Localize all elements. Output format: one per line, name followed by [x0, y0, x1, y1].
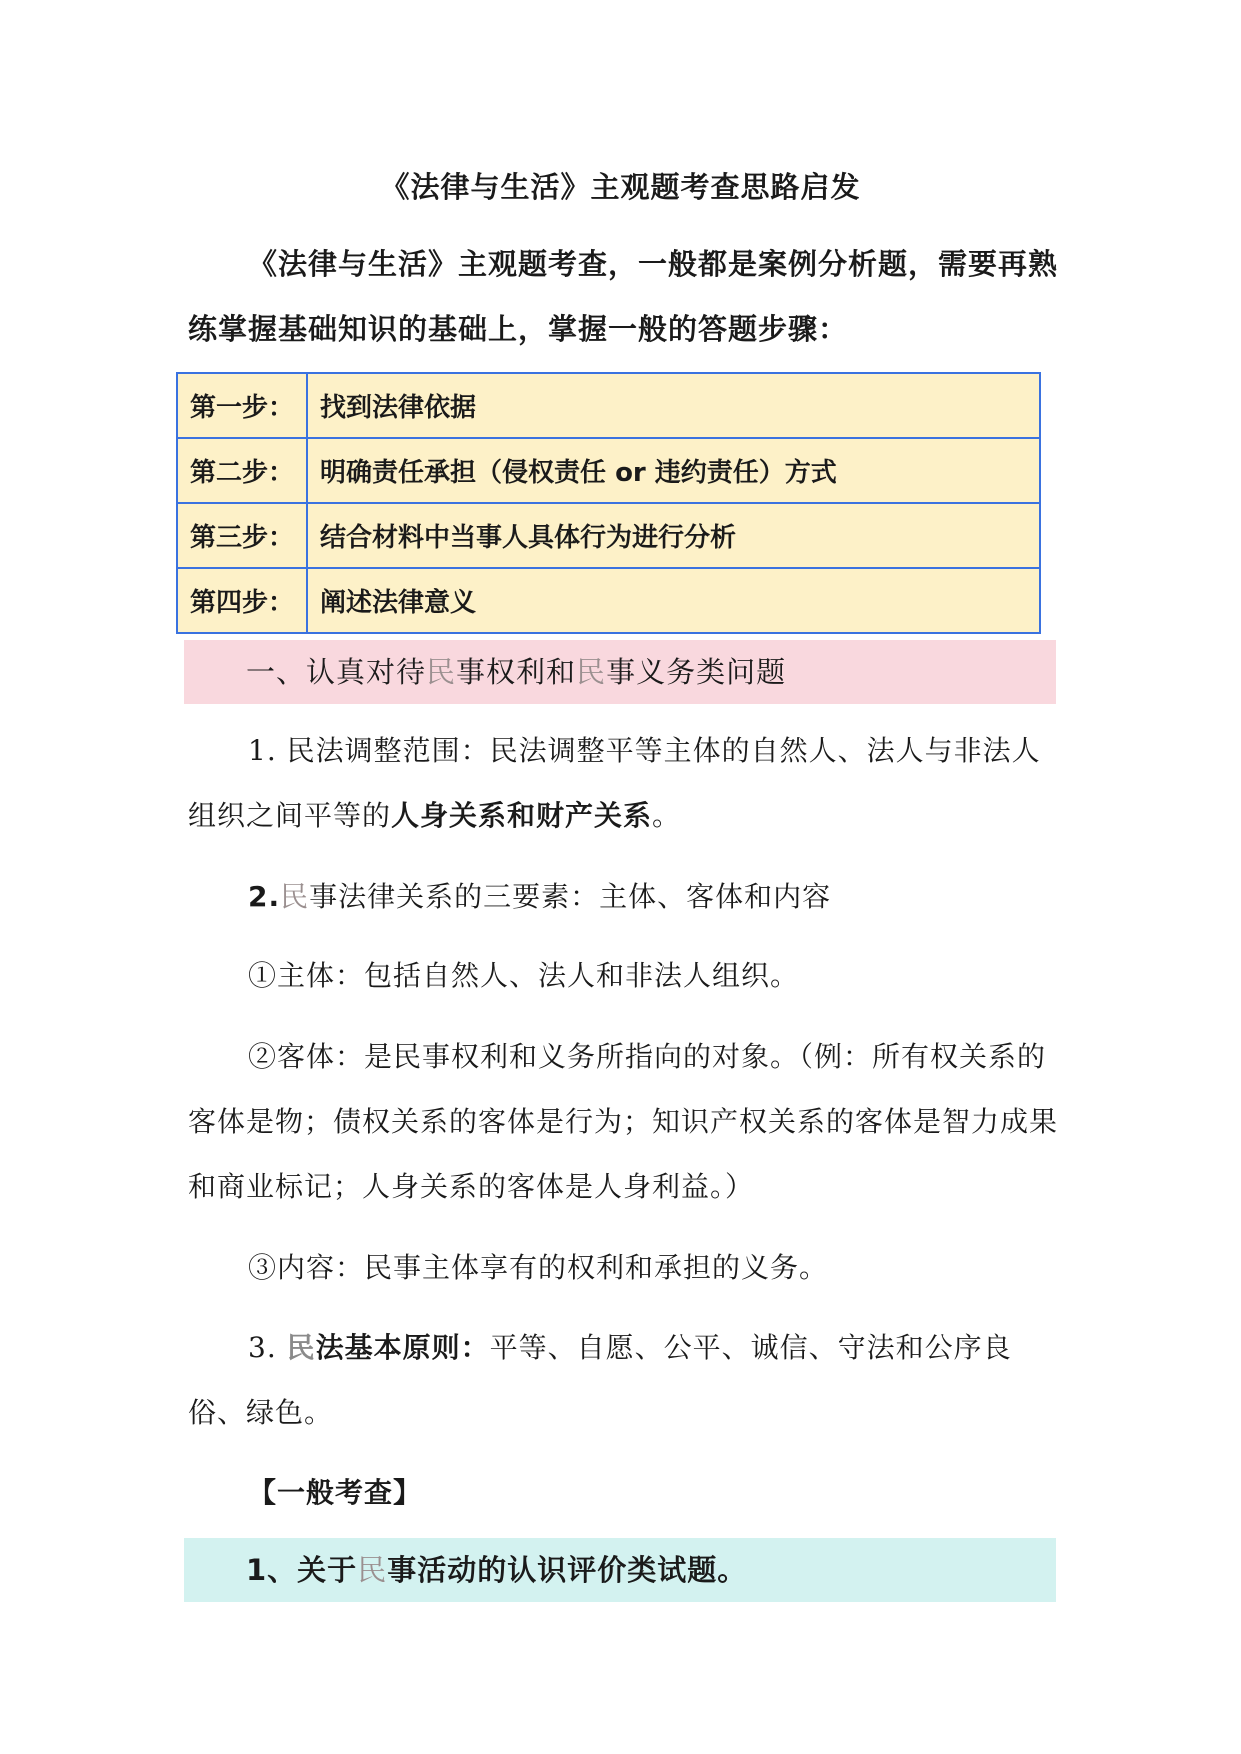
table-row [177, 373, 1040, 438]
three-elements-heading: 2.民事法律关系的三要素：主体、客体和内容 [248, 880, 832, 913]
step-text: 找到法律依据 [307, 373, 1040, 438]
page-title: 《法律与生活》主观题考查思路启发 [380, 170, 861, 204]
section-heading-civil-rights: 一、认真对待民事权利和民事义务类问题 [184, 640, 1056, 704]
step-text: 结合材料中当事人具体行为进行分析 [307, 503, 1040, 568]
question-type-heading: 1、关于民事活动的认识评价类试题。 [184, 1538, 1056, 1602]
step-text: 明确责任承担（侵权责任 or 违约责任）方式 [307, 438, 1040, 503]
step-label: 第三步： [177, 503, 307, 568]
table-row [177, 568, 1040, 633]
table-row [177, 503, 1040, 568]
intro-paragraph: 《法律与生活》主观题考查，一般都是案例分析题，需要再熟练掌握基础知识的基础上，掌握一般的答题步骤： [188, 247, 1059, 346]
steps-table [176, 372, 1041, 634]
table-row [177, 438, 1040, 503]
subject-item: ①主体：包括自然人、法人和非法人组织。 [248, 959, 800, 992]
step-label: 第四步： [177, 568, 307, 633]
step-label: 第一步： [177, 373, 307, 438]
content-item: ③内容：民事主体享有的权利和承担的义务。 [248, 1251, 829, 1284]
object-item: ②客体：是民事权利和义务所指向的对象。（例：所有权关系的客体是物；债权关系的客体是行为；知识产权关系的客体是智力成果和商业标记；人身关系的客体是人身利益。） [188, 1040, 1059, 1203]
civil-law-scope-paragraph: 1. 民法调整范围：民法调整平等主体的自然人、法人与非法人组织之间平等的人身关系和财产关系。 [188, 734, 1041, 832]
step-text: 阐述法律意义 [307, 568, 1040, 633]
basic-principles-paragraph: 3. 民法基本原则：平等、自愿、公平、诚信、守法和公序良俗、绿色。 [188, 1331, 1012, 1429]
general-exam-heading: 【一般考查】 [248, 1476, 423, 1509]
step-label: 第二步： [177, 438, 307, 503]
